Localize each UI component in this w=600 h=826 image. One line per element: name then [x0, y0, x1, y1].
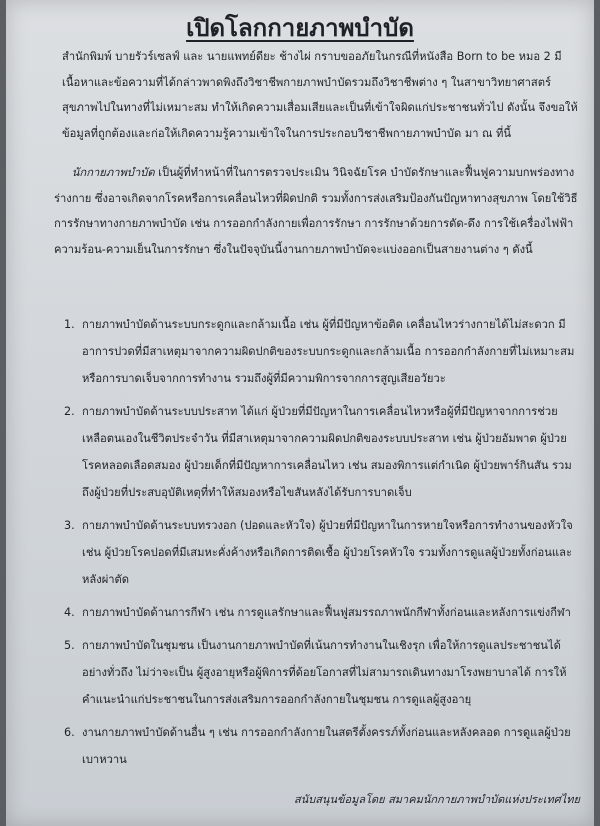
item-text: กายภาพบำบัดด้านระบบทรวงอก (ปอดและหัวใจ) ผู้ป่วยที่มีปัญหาในการหายใจหรือการทำงานของหัวใจ เช่น ผู้ป่วยโรคปอดที่มีเสมหะคั่งค้างหรือเกิดการติดเชื้อ ผู้ป่วยโรคหัวใจ รวมทั้งการดูแลผู้ป่วยทั้งก่อนและหลังผ่าตัด: [82, 519, 573, 586]
source-credit: สนับสนุนข้อมูลโดย สมาคมนักกายภาพบำบัดแห่งประเทศไทย: [294, 793, 580, 806]
specialty-list: [54, 311, 580, 779]
item-number: 3.: [64, 519, 75, 532]
item-number: 2.: [64, 405, 75, 418]
item-number: 6.: [64, 726, 75, 739]
list-item: [54, 512, 580, 593]
item-number: 1.: [64, 318, 75, 331]
item-text: กายภาพบำบัดด้านระบบประสาท ได้แก่ ผู้ป่วยที่มีปัญหาในการเคลื่อนไหวหรือผู้ที่มีปัญหาจากการช่วยเหลือตนเองในชีวิตประจำวัน ที่มีสาเหตุมาจากความผิดปกติของระบบประสาท เช่น ผู้ป่วยอัมพาต ผู้ป่วยโรคหลอดเลือดสมอง ผู้ป่วยเด็กที่มีปัญหาการเคลื่อนไหว เช่น สมองพิการแต่กำเนิด ผู้ป่วยพาร์กินสัน รวมถึงผู้ป่วยที่ประสบอุบัติเหตุที่ทำให้สมองหรือไขสันหลังได้รับการบาดเจ็บ: [82, 405, 572, 499]
definition-text: เป็นผู้ที่ทำหน้าที่ในการตรวจประเมิน วินิจฉัยโรค บำบัดรักษาและฟื้นฟูความบกพร่องทางร่างกาย ซึ่งอาจเกิดจากโรคหรือการเคลื่อนไหวที่ผิดปกติ รวมทั้งการส่งเสริมป้องกันปัญหาทางสุขภาพ โดยใช้วิธีการรักษาทางกายภาพบำบัด เช่น การออกกำลังกายเพื่อการรักษา การรักษาด้วยการดัด-ดึง การใช้เครื่องไฟฟ้า ความร้อน-ความเย็นในการรักษา ซึ่งในปัจจุบันนี้งานกายภาพบำบัดจะแบ่งออกเป็นสายงานต่าง ๆ ดังนี้: [54, 166, 578, 256]
item-text: กายภาพบำบัดด้านระบบกระดูกและกล้ามเนื้อ เช่น ผู้ที่มีปัญหาข้อติด เคลื่อนไหวร่างกายได้ไม่สะดวก มีอาการปวดที่มีสาเหตุมาจากความผิดปกติของระบบกระดูกและกล้ามเนื้อ การออกกำลังกายที่ไม่เหมาะสมหรือการบาดเจ็บจากการทำงาน รวมถึงผู้ที่มีความพิการจากการสูญเสียอวัยวะ: [82, 318, 575, 385]
definition-lead: นักกายภาพบำบัด: [71, 166, 155, 179]
list-item: [54, 632, 580, 713]
item-text: กายภาพบำบัดด้านการกีฬา เช่น การดูแลรักษาและฟื้นฟูสมรรถภาพนักกีฬาทั้งก่อนและหลังการแข่งกีฬา: [82, 606, 571, 619]
page-title: เปิดโลกกายภาพบำบัด: [186, 14, 414, 42]
list-item: [54, 599, 580, 626]
item-text: งานกายภาพบำบัดด้านอื่น ๆ เช่น การออกกำลังกายในสตรีตั้งครรภ์ทั้งก่อนและหลังคลอด การดูแลผู้ป่วยเบาหวาน: [82, 726, 571, 766]
list-item: [54, 719, 580, 773]
item-number: 5.: [64, 639, 75, 652]
item-number: 4.: [64, 606, 75, 619]
definition-paragraph: [54, 160, 580, 262]
list-item: [54, 311, 580, 392]
notice-paper: [6, 0, 594, 826]
item-text: กายภาพบำบัดในชุมชน เป็นงานกายภาพบำบัดที่เน้นการทำงานในเชิงรุก เพื่อให้การดูแลประชาชนได้อย่างทั่วถึง ไม่ว่าจะเป็น ผู้สูงอายุหรือผู้พิการที่ด้อยโอกาสที่ไม่สามารถเดินทางมาโรงพยาบาลได้ การให้คำแนะนำแก่ประชาชนในการส่งเสริมการออกกำลังกายในชุมชน การดูแลผู้สูงอายุ: [82, 639, 567, 706]
list-item: [54, 398, 580, 506]
intro-paragraph: สำนักพิมพ์ บายรัวร์เซลฟ์ และ นายแพทย์ดียะ ช้างไผ่ กราบขออภัยในกรณีที่หนังสือ Born to be หมอ 2 มีเนื้อหาและข้อความที่ได้กล่าวพาดพิงถึงวิชาชีพกายภาพบำบัดรวมถึงวิชาชีพต่าง ๆ ในสาขาวิทยาศาสตร์สุขภาพไปในทางที่ไม่เหมาะสม ทำให้เกิดความเสื่อมเสียและเป็นที่เข้าใจผิดแก่ประชาชนทั่วไป ดังนั้น จึงขอให้ข้อมูลที่ถูกต้องและก่อให้เกิดความรู้ความเข้าใจในการประกอบวิชาชีพกายภาพบำบัด มา ณ ที่นี้: [62, 50, 578, 140]
